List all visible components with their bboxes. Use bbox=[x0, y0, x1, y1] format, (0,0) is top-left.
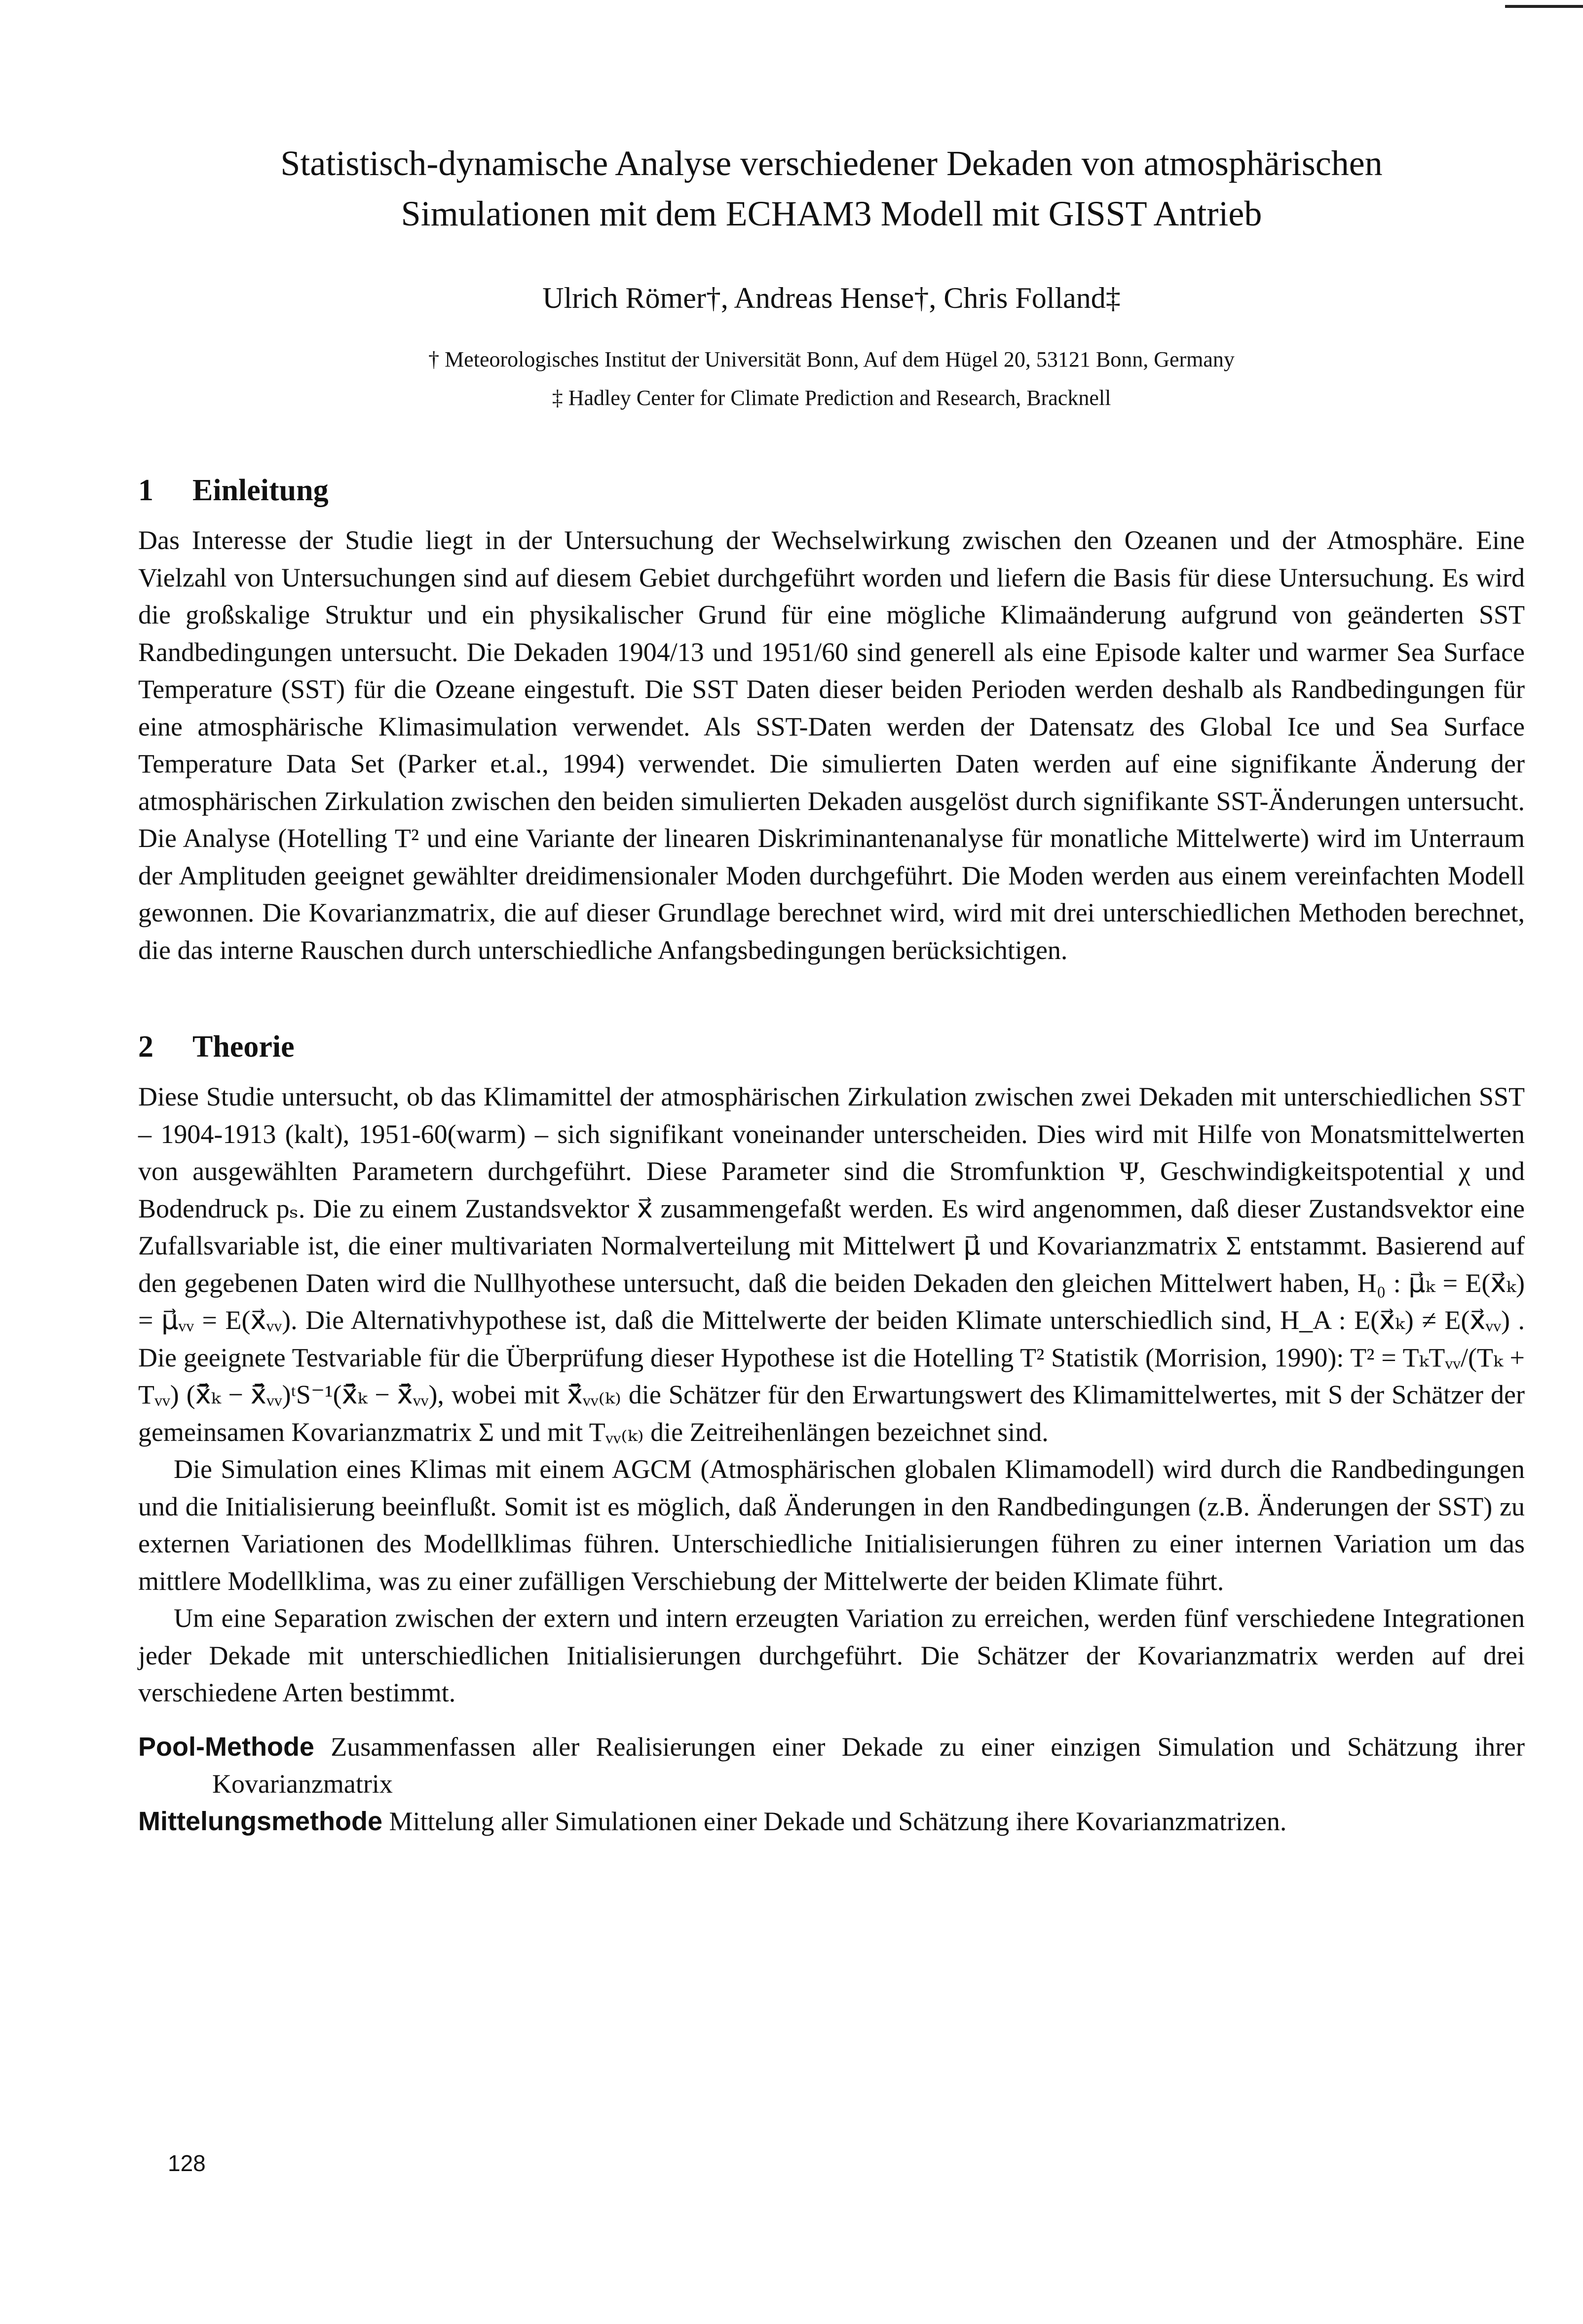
affiliations bbox=[138, 340, 1525, 417]
title-line-2: Simulationen mit dem ECHAM3 Modell mit GISST Antrieb bbox=[401, 194, 1262, 233]
section-number: 1 bbox=[138, 474, 153, 507]
method-description: Mittelung aller Simulationen einer Dekade und Schätzung ihere Kovarianzmatrizen. bbox=[389, 1806, 1287, 1836]
page-number: 128 bbox=[168, 2150, 206, 2176]
section-theory bbox=[138, 1027, 1525, 1840]
affiliation-1: † Meteorologisches Institut der Universität Bonn, Auf dem Hügel 20, 53121 Bonn, Germany bbox=[428, 347, 1235, 371]
list-item bbox=[138, 1729, 1525, 1803]
paper-title bbox=[138, 138, 1525, 239]
section-introduction bbox=[138, 471, 1525, 969]
paragraph: Das Interesse der Studie liegt in der Untersuchung der Wechselwirkung zwischen den Ozeanen und der Atmosphäre. Eine Vielzahl von Untersuchungen sind auf diesem Gebiet durchgeführt worden und liefern die Basis für diese Untersuchung. Es wird die großskalige Struktur und ein physikalischer Grund für eine mögliche Klimaänderung aufgrund von geänderten SST Randbedingungen untersucht. Die Dekaden 1904/13 und 1951/60 sind generell als eine Episode kalter und warmer Sea Surface Temperature (SST) für die Ozeane eingestuft. Die SST Daten dieser beiden Perioden werden deshalb als Randbedingungen für eine atmosphärische Klimasimulation verwendet. Als SST-Daten werden der Datensatz des Global Ice und Sea Surface Temperature Data Set (Parker et.al., 1994) verwendet. Die simulierten Daten werden auf eine signifikante Änderung der atmosphärischen Zirkulation zwischen den beiden simulierten Dekaden ausgelöst durch signifikante SST-Änderungen untersucht. Die Analyse (Hotelling T² und eine Variante der linearen Diskriminantenanalyse für monatliche Mittelwerte) wird im Unterraum der Amplituden geeignet gewählter dreidimensionaler Moden durchgeführt. Die Moden werden aus einem vereinfachten Modell gewonnen. Die Kovarianzmatrix, die auf dieser Grundlage berechnet wird, wird mit drei unterschiedlichen Methoden berechnet, die das interne Rauschen durch unterschiedliche Anfangsbedingungen berücksichtigen. bbox=[138, 525, 1525, 965]
paragraph: Die Simulation eines Klimas mit einem AGCM (Atmosphärischen globalen Klimamodell) wird durch die Randbedingungen und die Initialisierung beeinflußt. Somit ist es möglich, daß Änderungen in den Randbedingungen (z.B. Änderungen der SST) zu externen Variationen des Modellklimas führen. Unterschiedliche Initialisierungen führen zu einer internen Variation um das mittlere Modellklima, was zu einer zufälligen Verschiebung der Mittelwerte der beiden Klimate führt. bbox=[138, 1454, 1525, 1596]
list-item bbox=[138, 1803, 1525, 1841]
section-number: 2 bbox=[138, 1030, 153, 1064]
paragraph: Um eine Separation zwischen der extern und intern erzeugten Variation zu erreichen, werden fünf verschiedene Integrationen jeder Dekade mit unterschiedlichen Initialisierungen durchgeführt. Die Schätzer der Kovarianzmatrix werden auf drei verschiedene Arten bestimmt. bbox=[138, 1603, 1525, 1707]
section-title: Einleitung bbox=[192, 474, 329, 507]
method-term: Mittelungsmethode bbox=[138, 1806, 382, 1836]
title-line-1: Statistisch-dynamische Analyse verschiedener Dekaden von atmosphärischen bbox=[280, 144, 1383, 183]
section-title: Theorie bbox=[192, 1030, 295, 1064]
paragraph: Diese Studie untersucht, ob das Klimamittel der atmosphärischen Zirkulation zwischen zwei Dekaden mit unterschiedlichen SST – 1904-1913 (kalt), 1951-60(warm) – sich signifikant voneinander unterscheiden. Dies wird mit Hilfe von Monatsmittelwerten von ausgewählten Parametern durchgeführt. Diese Parameter sind die Stromfunktion Ψ, Geschwindigkeitspotential χ und Bodendruck pₛ. Die zu einem Zustandsvektor x⃗ zusammengefaßt werden. Es wird angenommen, daß dieser Zustandsvektor eine Zufallsvariable ist, die einer multivariaten Normalverteilung mit Mittelwert μ⃗ und Kovarianzmatrix Σ entstammt. Basierend auf den gegebenen Daten wird die Nullhyothese untersucht, daß die beiden Dekaden den gleichen Mittelwert haben, H₀ : μ⃗ₖ = E(x⃗ₖ) = μ⃗ᵥᵥ = E(x⃗ᵥᵥ). Die Alternativhypothese ist, daß die Mittelwerte der beiden Klimate unterschiedlich sind, H_A : E(x⃗ₖ) ≠ E(x⃗ᵥᵥ) . Die geeignete Testvariable für die Überprüfung dieser Hypothese ist die Hotelling T² Statistik (Morrision, 1990): T² = TₖTᵥᵥ/(Tₖ + Tᵥᵥ) (x̄⃗ₖ − x̄⃗ᵥᵥ)ᵗS⁻¹(x̄⃗ₖ − x̄⃗ᵥᵥ), wobei mit x̄⃗ᵥᵥ₍ₖ₎ die Schätzer für den Erwartungswert des Klimamittelwertes, mit S der Schätzer der gemeinsamen Kovarianzmatrix Σ und mit Tᵥᵥ₍ₖ₎ die Zeitreihenlängen bezeichnet sind. bbox=[138, 1082, 1525, 1447]
method-list bbox=[138, 1729, 1525, 1841]
paper-page bbox=[138, 138, 1525, 1840]
method-term: Pool-Methode bbox=[138, 1732, 314, 1762]
authors: Ulrich Römer†, Andreas Hense†, Chris Folland‡ bbox=[542, 282, 1121, 314]
method-description: Zusammenfassen aller Realisierungen einer Dekade zu einer einzigen Simulation und Schätzung ihrer Kovarianzmatrix bbox=[212, 1732, 1525, 1799]
section-heading bbox=[138, 471, 1525, 510]
affiliation-2: ‡ Hadley Center for Climate Prediction and Research, Bracknell bbox=[552, 386, 1111, 410]
header-rule bbox=[1505, 5, 1583, 8]
section-heading bbox=[138, 1027, 1525, 1067]
